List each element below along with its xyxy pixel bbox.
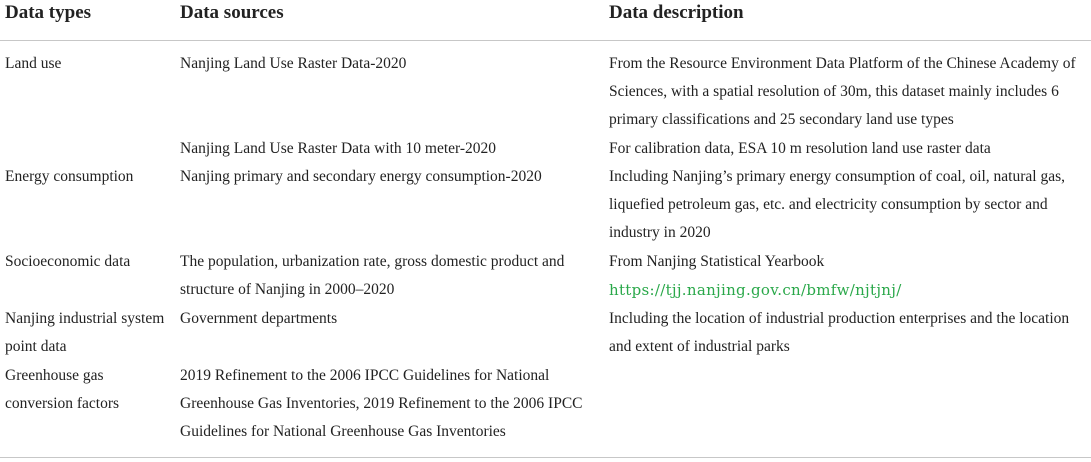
row-energy-source: Nanjing primary and secondary energy consumption-2020 <box>180 168 542 185</box>
row-socioeconomic-source: The population, urbanization rate, gross domestic product and structure of Nanjing in 2000–2020 <box>180 253 565 298</box>
yearbook-link[interactable]: https://tjj.nanjing.gov.cn/bmfw/njtjnj/ <box>609 281 902 299</box>
header-divider <box>0 40 1091 41</box>
row-energy-description: Including Nanjing’s primary energy consumption of coal, oil, natural gas, liquefied petroleum gas, etc. and electricity consumption by sector and industry in 2020 <box>609 168 1066 241</box>
row-land-use-type: Land use <box>5 55 62 72</box>
header-data-sources: Data sources <box>180 2 284 23</box>
row-industrial-description: Including the location of industrial production enterprises and the location and extent of industrial parks <box>609 310 1070 355</box>
row-land-use-description: From the Resource Environment Data Platform of the Chinese Academy of Sciences, with a spatial resolution of 30m, this dataset mainly includes 6 primary classifications and 25 secondary land use types <box>609 55 1076 128</box>
row-industrial-type: Nanjing industrial system point data <box>5 310 165 355</box>
row-energy-type: Energy consumption <box>5 168 134 185</box>
row-socioeconomic-description-cell <box>609 248 1087 305</box>
row-ghg-source: 2019 Refinement to the 2006 IPCC Guidelines for National Greenhouse Gas Inventories, 2019 Refinement to the 2006 IPCC Guidelines for National Greenhouse Gas Inventories <box>180 367 583 440</box>
row-socioeconomic-description: From Nanjing Statistical Yearbook <box>609 253 825 270</box>
header-data-types: Data types <box>5 2 92 23</box>
row-industrial-source: Government departments <box>180 310 338 327</box>
row-land-use-10m-source: Nanjing Land Use Raster Data with 10 meter-2020 <box>180 140 497 157</box>
row-land-use-10m-description: For calibration data, ESA 10 m resolution land use raster data <box>609 140 991 157</box>
bottom-divider <box>0 457 1091 458</box>
row-socioeconomic-type: Socioeconomic data <box>5 253 131 270</box>
row-ghg-type: Greenhouse gas conversion factors <box>5 367 120 412</box>
header-data-description: Data description <box>609 2 744 23</box>
row-land-use-source: Nanjing Land Use Raster Data-2020 <box>180 55 407 72</box>
